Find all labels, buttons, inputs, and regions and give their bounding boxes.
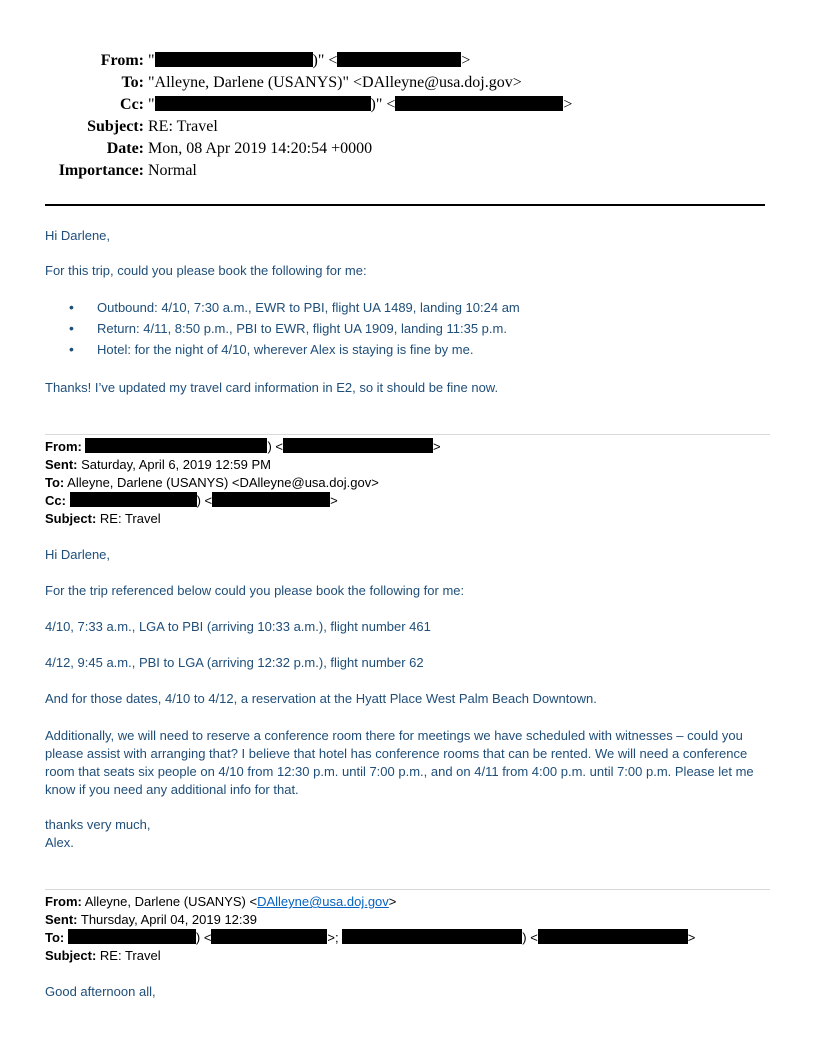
message2-from-row: From: ) < > bbox=[45, 439, 441, 454]
header-from-label: From: bbox=[100, 52, 144, 69]
message3-subject-label: Subject: bbox=[45, 948, 97, 963]
message2-intro: For the trip referenced below could you please book the following for me: bbox=[45, 583, 465, 598]
header-subject-row bbox=[0, 118, 816, 140]
header-cc-value: " )" < > bbox=[148, 96, 573, 113]
header-cc-label: Cc: bbox=[120, 96, 144, 113]
header-date-label: Date: bbox=[106, 140, 144, 157]
message2-sent-label: Sent: bbox=[45, 457, 78, 472]
header-from-value: " )" < > bbox=[148, 52, 471, 69]
message3-greeting: Good afternoon all, bbox=[45, 984, 156, 999]
redaction-box bbox=[283, 438, 433, 453]
header-importance-label: Importance: bbox=[58, 162, 144, 179]
message3-from-label: From: bbox=[45, 894, 82, 909]
message2-to-row bbox=[45, 474, 441, 492]
message2-flight1: 4/10, 7:33 a.m., LGA to PBI (arriving 10:33 a.m.), flight number 461 bbox=[45, 619, 431, 634]
redaction-box bbox=[538, 929, 688, 944]
message2-cc-row: Cc: ) < > bbox=[45, 493, 338, 508]
message3-sent-row bbox=[45, 911, 695, 929]
header-subject-value: RE: Travel bbox=[148, 118, 218, 135]
message2-to-label: To: bbox=[45, 475, 65, 490]
message2-sent-value: Saturday, April 6, 2019 12:59 PM bbox=[81, 457, 271, 472]
message3-from-email-link[interactable]: DAlleyne@usa.doj.gov bbox=[257, 894, 389, 909]
header-cc-row bbox=[0, 96, 816, 118]
list-item: • Hotel: for the night of 4/10, wherever Alex is staying is fine by me. bbox=[45, 342, 520, 363]
email-header bbox=[0, 52, 816, 184]
header-importance-row bbox=[0, 162, 816, 184]
redaction-box bbox=[155, 96, 371, 111]
message-divider bbox=[45, 434, 770, 435]
message3-to-row: To: ) < >; ) < > bbox=[45, 930, 696, 945]
message2-flight2: 4/12, 9:45 a.m., PBI to LGA (arriving 12:32 p.m.), flight number 62 bbox=[45, 655, 424, 670]
message2-thanks: thanks very much, bbox=[45, 817, 151, 832]
header-to-row bbox=[0, 74, 816, 96]
header-subject-label: Subject: bbox=[87, 118, 144, 135]
message3-from-row: From: Alleyne, Darlene (USANYS) <DAlleyne@usa.doj.gov> bbox=[45, 894, 397, 909]
message3-sent-label: Sent: bbox=[45, 912, 78, 927]
message1-bullet-list bbox=[45, 300, 520, 363]
message2-subject-label: Subject: bbox=[45, 511, 97, 526]
redaction-box bbox=[212, 492, 330, 507]
header-from-row bbox=[0, 52, 816, 74]
header-to-value: "Alleyne, Darlene (USANYS)" <DAlleyne@usa.doj.gov> bbox=[148, 74, 522, 91]
message3-meta bbox=[45, 893, 695, 965]
message3-subject-row bbox=[45, 947, 695, 965]
header-to-label: To: bbox=[121, 74, 144, 91]
redaction-box bbox=[211, 929, 327, 944]
redaction-box bbox=[342, 929, 522, 944]
message2-greeting: Hi Darlene, bbox=[45, 547, 111, 562]
message2-signature: Alex. bbox=[45, 835, 74, 850]
message3-subject-value: RE: Travel bbox=[99, 948, 161, 963]
message2-conference: Additionally, we will need to reserve a conference room there for meetings we have scheduled with witnesses – could you please assist with arranging that? I believe that hotel has conference rooms that can be rented. We will need a conference room that seats six people on 4/10 from 12:30 p.m. until 7:00 p.m., and on 4/11 from 4:00 p.m. until 7:00 p.m. Please let me know if you need any additional info for that. bbox=[45, 728, 754, 797]
redaction-box bbox=[337, 52, 461, 67]
message3-sent-value: Thursday, April 04, 2019 12:39 bbox=[80, 912, 257, 927]
redaction-box bbox=[70, 492, 197, 507]
header-date-value: Mon, 08 Apr 2019 14:20:54 +0000 bbox=[148, 140, 373, 157]
header-date-row bbox=[0, 140, 816, 162]
message2-subject-value: RE: Travel bbox=[99, 511, 161, 526]
list-item: • Outbound: 4/10, 7:30 a.m., EWR to PBI, flight UA 1489, landing 10:24 am bbox=[45, 300, 520, 321]
message2-subject-row bbox=[45, 510, 441, 528]
message-divider bbox=[45, 889, 770, 890]
redaction-box bbox=[395, 96, 563, 111]
redaction-box bbox=[155, 52, 313, 67]
message1-closing: Thanks! I’ve updated my travel card information in E2, so it should be fine now. bbox=[45, 380, 499, 395]
message2-from-label: From: bbox=[45, 439, 82, 454]
message2-to-value: Alleyne, Darlene (USANYS) <DAlleyne@usa.doj.gov> bbox=[67, 475, 379, 490]
message2-hotel: And for those dates, 4/10 to 4/12, a reservation at the Hyatt Place West Palm Beach Downtown. bbox=[45, 691, 597, 706]
message3-to-label: To: bbox=[45, 930, 65, 945]
message1-intro: For this trip, could you please book the following for me: bbox=[45, 263, 367, 278]
redaction-box bbox=[68, 929, 196, 944]
message2-cc-label: Cc: bbox=[45, 493, 66, 508]
header-importance-value: Normal bbox=[148, 162, 197, 179]
list-item: • Return: 4/11, 8:50 p.m., PBI to EWR, flight UA 1909, landing 11:35 p.m. bbox=[45, 321, 520, 342]
redaction-box bbox=[85, 438, 267, 453]
header-divider bbox=[45, 204, 765, 206]
message1-greeting: Hi Darlene, bbox=[45, 228, 111, 243]
message3-from-name: Alleyne, Darlene (USANYS) < bbox=[84, 894, 258, 909]
message2-meta bbox=[45, 438, 441, 528]
message2-sent-row bbox=[45, 456, 441, 474]
